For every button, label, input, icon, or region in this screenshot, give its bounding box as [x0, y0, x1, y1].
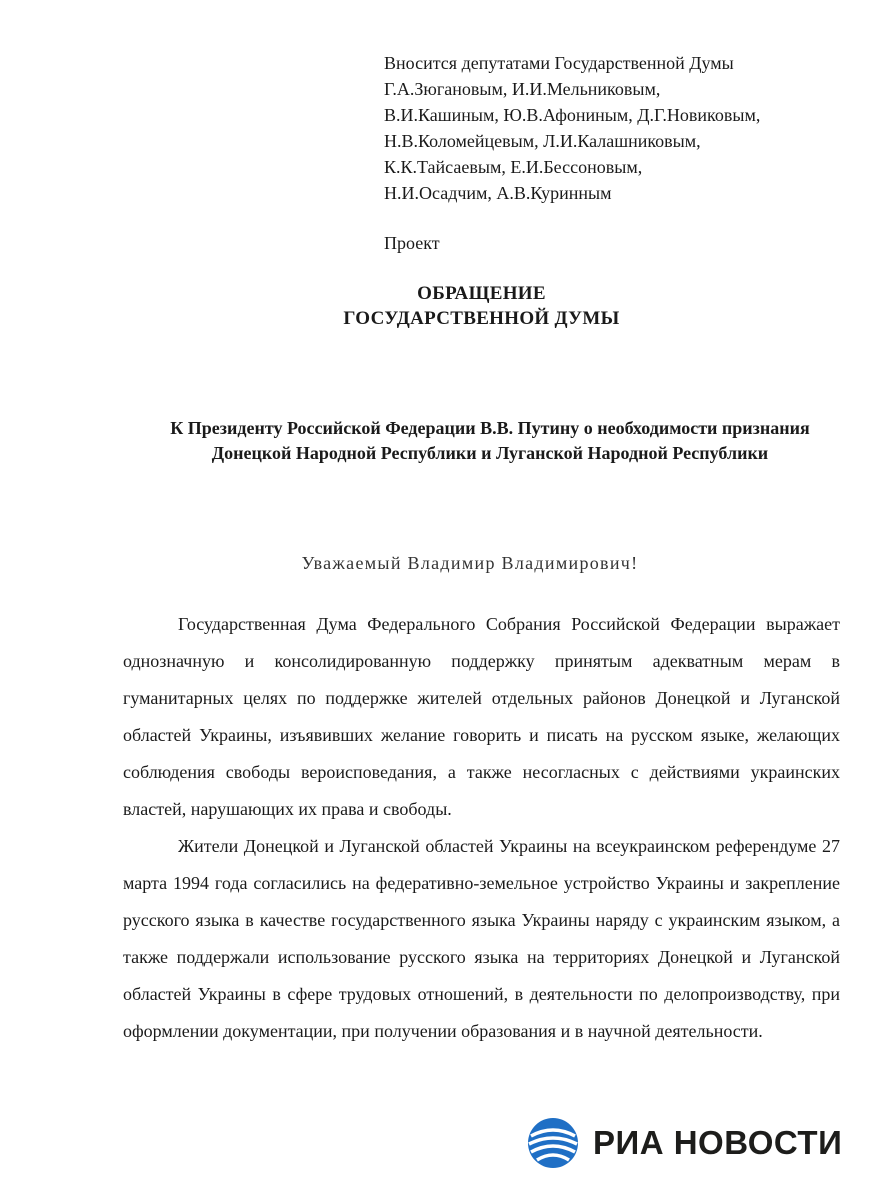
ria-novosti-watermark	[523, 1116, 843, 1170]
document-subject: К Президенту Российской Федерации В.В. Путину о необходимости признания Донецкой Народной Республики и Луганской Народной Республики	[170, 418, 810, 463]
ria-novosti-logo-icon	[523, 1116, 583, 1170]
document-body	[123, 606, 840, 1050]
document-title	[300, 281, 663, 331]
authors-line: Н.И.Осадчим, А.В.Куринным	[384, 183, 612, 203]
authors-line: В.И.Кашиным, Ю.В.Афониным, Д.Г.Новиковым,	[384, 105, 761, 125]
authors-block	[384, 50, 864, 206]
body-paragraph: Государственная Дума Федерального Собрания Российской Федерации выражает однозначную и консолидированную поддержку принятым адекватным мерам в гуманитарных целях по поддержке жителей отдельных районов Донецкой и Луганской областей Украины, изъявивших желание говорить и писать на русском языке, желающих соблюдения свободы вероисповедания, а также несогласных с действиями украинских властей, нарушающих их права и свободы.	[123, 614, 840, 819]
authors-line: Вносится депутатами Государственной Думы	[384, 53, 734, 73]
authors-line: Н.В.Коломейцевым, Л.И.Калашниковым,	[384, 131, 701, 151]
authors-line: К.К.Тайсаевым, Е.И.Бессоновым,	[384, 157, 643, 177]
watermark-text: РИА НОВОСТИ	[593, 1124, 843, 1161]
title-line: ОБРАЩЕНИЕ	[417, 283, 546, 304]
greeting: Уважаемый Владимир Владимирович!	[301, 553, 639, 573]
title-line: ГОСУДАРСТВЕННОЙ ДУМЫ	[343, 308, 620, 329]
draft-label: Проект	[384, 233, 440, 253]
body-paragraph: Жители Донецкой и Луганской областей Украины на всеукраинском референдуме 27 марта 1994 года согласились на федеративно-земельное устройство Украины и закрепление русского языка в качестве государственного языка Украины наряду с украинским языком, а также поддержали использование русского языка на территориях Донецкой и Луганской областей Украины в сфере трудовых отношений, в деятельности по делопроизводству, при оформлении документации, при получении образования и в научной деятельности.	[123, 836, 840, 1041]
authors-line: Г.А.Зюгановым, И.И.Мельниковым,	[384, 79, 661, 99]
